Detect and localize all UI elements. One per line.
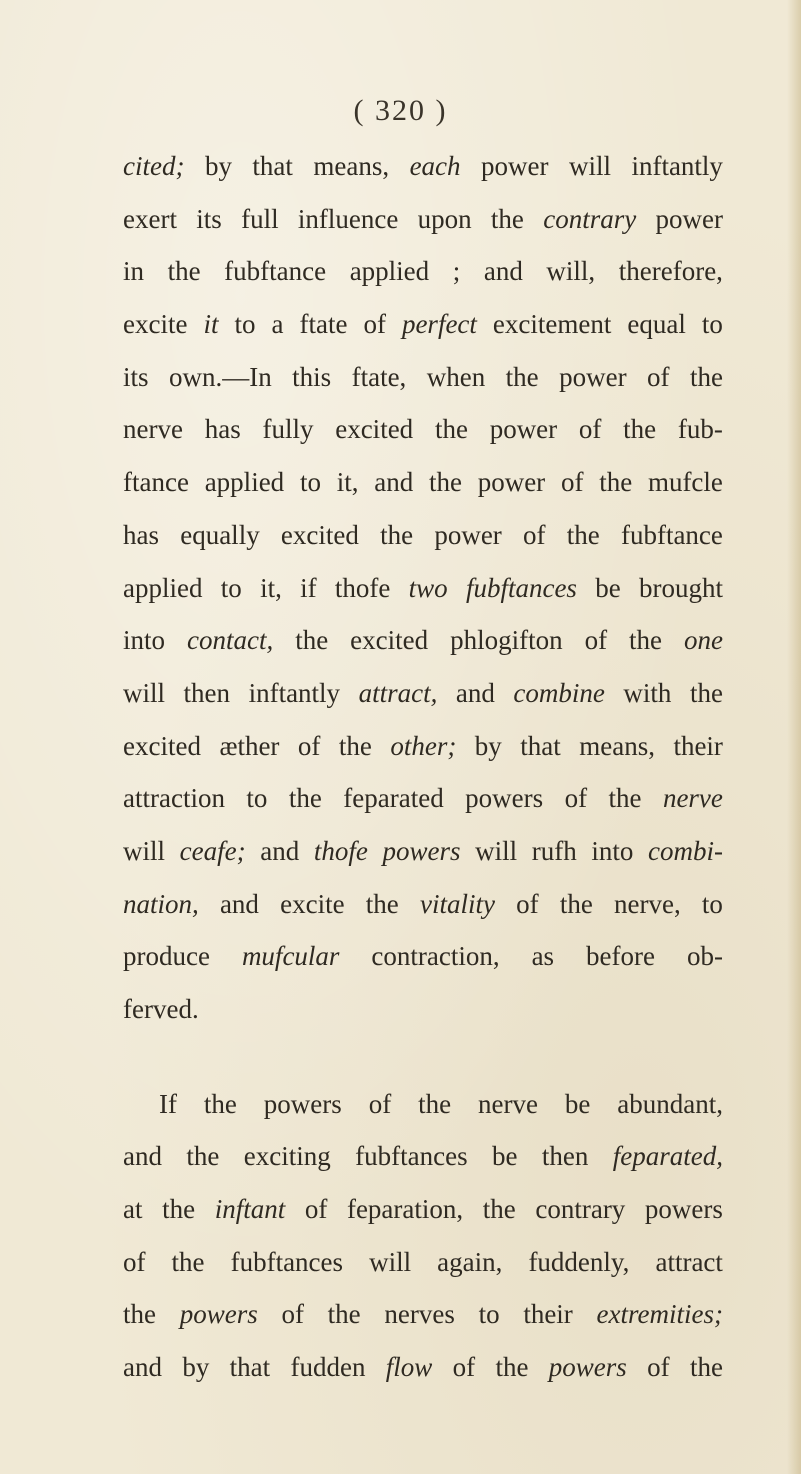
- word: the: [689, 1352, 723, 1383]
- word: excited: [350, 625, 429, 656]
- word: and: [123, 1141, 162, 1172]
- word: excite: [280, 888, 345, 919]
- word: that: [520, 730, 561, 761]
- italic-word: thofe: [313, 835, 368, 866]
- word: of: [564, 783, 588, 814]
- text-line: [123, 245, 723, 298]
- word: the: [380, 519, 414, 550]
- word: the: [629, 625, 663, 656]
- word: has: [204, 414, 241, 445]
- word: means,: [579, 730, 655, 761]
- text-line: [123, 1341, 723, 1394]
- italic-word: feparated,: [612, 1141, 723, 1172]
- word: the: [171, 1246, 205, 1277]
- word: ftance: [123, 467, 189, 498]
- word: the: [559, 888, 593, 919]
- word: the: [689, 361, 723, 392]
- word: before: [586, 941, 655, 972]
- word: that: [229, 1352, 271, 1383]
- word: therefore,: [618, 256, 723, 287]
- word: fudden: [290, 1352, 366, 1383]
- word: of: [452, 1352, 476, 1383]
- text-line: [123, 1130, 723, 1183]
- italic-word: vitality: [419, 888, 495, 919]
- word: into: [591, 835, 634, 866]
- word: and: [219, 888, 259, 919]
- text-line: [123, 720, 723, 773]
- italic-word: it: [203, 309, 219, 340]
- word: excitement: [492, 309, 612, 340]
- word: will: [369, 1246, 412, 1277]
- italic-word: powers: [382, 835, 461, 866]
- word: the: [490, 203, 524, 234]
- word: its: [196, 203, 222, 234]
- word: the: [162, 1194, 196, 1225]
- italic-word: two: [408, 572, 448, 603]
- text-line: [123, 456, 723, 509]
- word: own.—In: [168, 361, 272, 392]
- word: it,: [336, 467, 359, 498]
- word: fubftance: [620, 519, 723, 550]
- word: excited: [123, 730, 201, 761]
- word: in: [123, 256, 145, 287]
- word: then: [541, 1141, 589, 1172]
- word: be: [491, 1141, 518, 1172]
- word: fubftances: [355, 1141, 468, 1172]
- italic-word: flow: [385, 1352, 433, 1383]
- italic-word: nation,: [123, 888, 199, 919]
- word: the: [203, 1088, 237, 1119]
- word: influence: [297, 203, 399, 234]
- italic-word: perfect: [401, 309, 477, 340]
- text-line: [123, 1288, 723, 1341]
- word: power: [489, 414, 558, 445]
- italic-word: mufcular: [241, 941, 340, 972]
- word: ftate: [299, 309, 348, 340]
- word: a: [271, 309, 284, 340]
- word: nerves: [384, 1299, 455, 1330]
- word: contraction,: [371, 941, 500, 972]
- word: fuddenly,: [528, 1246, 630, 1277]
- word: excited: [280, 519, 359, 550]
- word: their: [673, 730, 723, 761]
- text-line: [123, 878, 723, 931]
- word: excited: [335, 414, 414, 445]
- word: the: [288, 783, 322, 814]
- italic-word: one: [684, 625, 723, 656]
- word: be: [595, 572, 621, 603]
- word: into: [123, 625, 166, 656]
- paragraph-gap: [123, 1036, 723, 1078]
- word: fubftances: [230, 1246, 344, 1277]
- word: of: [516, 888, 539, 919]
- italic-word: attract,: [358, 677, 438, 708]
- word: will: [123, 835, 166, 866]
- word: when: [426, 361, 486, 392]
- word: mufcle: [647, 467, 723, 498]
- word: excite: [123, 309, 188, 340]
- word: power: [559, 361, 627, 392]
- word: and: [374, 467, 414, 498]
- word: the: [505, 361, 539, 392]
- word: the: [428, 467, 462, 498]
- word: ;: [452, 256, 461, 287]
- word: powers: [263, 1088, 342, 1119]
- italic-word: combine: [513, 677, 605, 708]
- word: to: [701, 309, 723, 340]
- word: of: [578, 414, 602, 445]
- word: produce: [123, 941, 210, 972]
- word: of: [560, 467, 584, 498]
- word: of: [304, 1194, 328, 1225]
- word: the: [623, 414, 657, 445]
- word: thofe: [334, 572, 391, 603]
- word: to: [234, 309, 256, 340]
- word: the: [295, 625, 329, 656]
- word: and: [260, 835, 300, 866]
- word: fubftance: [224, 256, 327, 287]
- word: of: [368, 1088, 392, 1119]
- word: inftantly: [248, 677, 341, 708]
- text-line: [123, 825, 723, 878]
- word: nerve: [123, 414, 183, 445]
- text-line: [123, 509, 723, 562]
- word: its: [123, 361, 149, 392]
- word: to: [299, 467, 321, 498]
- word: power: [434, 519, 502, 550]
- word: means,: [313, 151, 390, 181]
- word: by: [204, 151, 232, 181]
- italic-word: each: [409, 151, 461, 181]
- word: of: [123, 1246, 146, 1277]
- italic-word: cited;: [123, 151, 185, 181]
- word: full: [241, 203, 279, 234]
- word: the: [608, 783, 642, 814]
- text-line: [123, 140, 723, 193]
- word: ob-: [686, 941, 723, 972]
- word: phlogifton: [450, 625, 563, 656]
- italic-word: contrary: [543, 203, 637, 234]
- word: upon: [417, 203, 472, 234]
- word: with: [623, 677, 672, 708]
- word: it,: [260, 572, 282, 603]
- word: brought: [638, 572, 723, 603]
- italic-word: nerve: [662, 783, 723, 814]
- text-line: [123, 614, 723, 667]
- text-line: [123, 193, 723, 246]
- word: fully: [262, 414, 314, 445]
- word: will: [475, 835, 518, 866]
- text-line: [123, 298, 723, 351]
- word: contrary: [535, 1194, 626, 1225]
- body-text: [123, 140, 723, 1394]
- word: and: [483, 256, 523, 287]
- word: to: [220, 572, 242, 603]
- italic-word: combi-: [647, 835, 723, 866]
- word: of: [584, 625, 608, 656]
- text-line: [123, 983, 723, 1036]
- italic-word: ceafe;: [179, 835, 246, 866]
- italic-word: other;: [390, 730, 457, 761]
- word: feparated: [343, 783, 444, 814]
- word: has: [123, 519, 159, 550]
- word: will,: [546, 256, 596, 287]
- word: the: [123, 1299, 156, 1330]
- word: applied: [349, 256, 430, 287]
- word: again,: [437, 1246, 503, 1277]
- word: applied: [204, 467, 285, 498]
- word: power: [655, 203, 723, 234]
- word: attract: [655, 1246, 723, 1277]
- italic-word: fubftances: [465, 572, 577, 603]
- word: be: [564, 1088, 591, 1119]
- text-line: [123, 772, 723, 825]
- word: will: [123, 677, 166, 708]
- page-number: ( 320 ): [353, 94, 448, 127]
- word: the: [689, 677, 723, 708]
- word: of: [297, 730, 321, 761]
- word: the: [418, 1088, 452, 1119]
- text-line: [123, 930, 723, 983]
- word: of: [647, 361, 670, 392]
- word: as: [531, 941, 555, 972]
- word: fub-: [677, 414, 723, 445]
- text-line: [123, 351, 723, 404]
- word: abundant,: [617, 1088, 723, 1119]
- word: exert: [123, 203, 177, 234]
- word: the: [186, 1141, 220, 1172]
- italic-word: extremities;: [596, 1299, 723, 1330]
- word: the: [167, 256, 201, 287]
- word: attraction: [123, 783, 225, 814]
- word: nerve: [478, 1088, 538, 1119]
- word: this: [292, 361, 332, 392]
- word: the: [365, 888, 399, 919]
- word: their: [523, 1299, 573, 1330]
- word: the: [327, 1299, 361, 1330]
- word: of: [647, 1352, 670, 1383]
- word: the: [338, 730, 372, 761]
- word: the: [482, 1194, 516, 1225]
- word: equal: [627, 309, 686, 340]
- word: rufh: [531, 835, 577, 866]
- word: powers: [644, 1194, 723, 1225]
- word: will: [568, 151, 611, 181]
- word: by: [182, 1352, 210, 1383]
- word: If: [159, 1088, 177, 1119]
- word: nerve,: [614, 888, 681, 919]
- word: ftate,: [351, 361, 407, 392]
- italic-word: powers: [179, 1299, 258, 1330]
- word: and: [123, 1352, 162, 1383]
- text-line: [123, 1183, 723, 1236]
- word: applied: [123, 572, 203, 603]
- word: and: [455, 677, 495, 708]
- word: of: [281, 1299, 304, 1330]
- word: of: [523, 519, 546, 550]
- word: to: [701, 888, 723, 919]
- word: if: [300, 572, 317, 603]
- page-edge-shadow: [787, 0, 801, 1474]
- italic-word: powers: [548, 1352, 627, 1383]
- word: to: [246, 783, 268, 814]
- word: feparation,: [346, 1194, 464, 1225]
- text-line: [123, 562, 723, 615]
- text-line: [123, 1078, 723, 1131]
- italic-word: inftant: [214, 1194, 286, 1225]
- text-line: [123, 667, 723, 720]
- text-line: [123, 403, 723, 456]
- word: equally: [180, 519, 260, 550]
- word: at: [123, 1194, 143, 1225]
- word: by: [474, 730, 502, 761]
- word: powers: [465, 783, 544, 814]
- word: to: [478, 1299, 500, 1330]
- word: power: [481, 151, 549, 181]
- word: the: [566, 519, 600, 550]
- word: power: [477, 467, 546, 498]
- word: of: [363, 309, 386, 340]
- word: that: [252, 151, 293, 181]
- text-line: [123, 1236, 723, 1289]
- word: the: [495, 1352, 529, 1383]
- word: exciting: [243, 1141, 331, 1172]
- italic-word: contact,: [186, 625, 274, 656]
- word: then: [183, 677, 231, 708]
- word: the: [599, 467, 633, 498]
- word: ferved.: [123, 994, 199, 1024]
- word: inftantly: [631, 151, 723, 181]
- word: the: [434, 414, 468, 445]
- word: æther: [219, 730, 280, 761]
